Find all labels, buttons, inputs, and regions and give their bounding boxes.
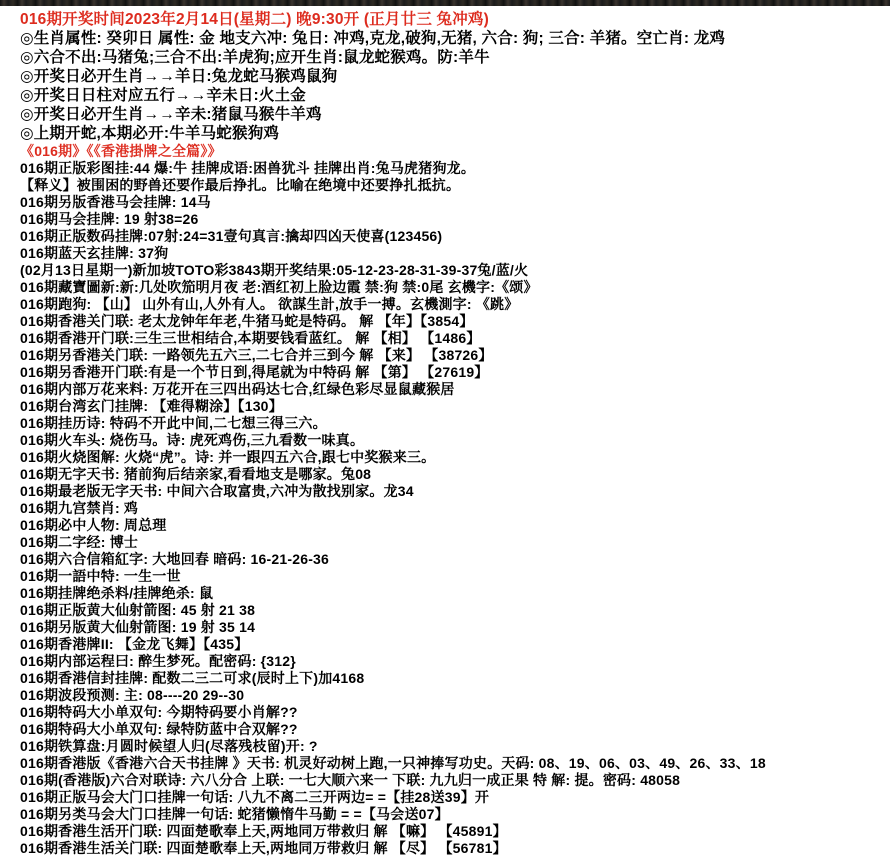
tips-line: 016期香港信封挂牌: 配数二三二可求(辰时上下)加4168 (20, 670, 365, 686)
tips-line: 【释义】被围困的野兽还要作最后挣扎。比喻在绝境中还要挣扎抵抗。 (20, 177, 461, 193)
tips-line: 016期香港牌II: 【金龙飞舞】【435】 (20, 636, 249, 652)
tips-line: 016期另版黄大仙射箭图: 19 射 35 14 (20, 619, 256, 635)
tips-line: 016期特码大小单双句: 绿特防蓝中合双解?? (20, 721, 298, 737)
tips-line: 016期香港生活关门联: 四面楚歌奉上天,两地同万带救归 解 【尽】 【56781】 (20, 840, 507, 856)
tips-line: 016期另香港开门联:有是一个节日到,得尾就为中特码 解 【第】 【27619】 (20, 364, 489, 380)
tips-line: 016期火车头: 烧伤马。诗: 虎死鸡伤,三九看数一味真。 (20, 432, 365, 448)
tips-line: 016期火烧图解: 火烧“虎”。诗: 并一跟四五六合,跟七中奖猴来三。 (20, 449, 436, 465)
tips-line: 016期藏寶圖新:新:几处吹笳明月夜 老:酒红初上脸边霞 禁:狗 禁:0尾 玄機字:《颂》 (20, 279, 538, 295)
section-title: 《016期》《《香港掛牌之全篇》》 (20, 143, 222, 159)
tips-line: 016期香港生活开门联: 四面楚歌奉上天,两地同万带救归 解 【嘛】 【45891】 (20, 823, 507, 839)
tips-line: 016期无字天书: 猪前狗后结亲家,看看地支是哪家。兔08 (20, 466, 372, 482)
tips-line: 016期挂历诗: 特码不开此中间,二七想三得三六。 (20, 415, 327, 431)
tips-line: 016期特码大小单双句: 今期特码要小肖解?? (20, 704, 298, 720)
tips-line: (02月13日星期一)新加坡TOTO彩3843期开奖结果:05-12-23-28-31-39-37兔/蓝/火 (20, 262, 529, 278)
tips-line: 016期挂牌绝杀料/挂牌绝杀: 鼠 (20, 585, 214, 601)
zodiac-line: ◎开奖日日柱对应五行→→辛未日:火土金 (20, 87, 306, 104)
zodiac-line: ◎上期开蛇,本期必开:牛羊马蛇猴狗鸡 (20, 125, 280, 142)
draw-time-heading: 016期开奖时间2023年2月14日(星期二) 晚9:30开 (正月廿三 兔冲鸡) (20, 11, 489, 28)
tips-line: 016期正版数码挂牌:07射:24=31壹句真言:擒却四凶天使喜(123456) (20, 228, 443, 244)
zodiac-attributes-block (20, 29, 890, 143)
tips-line: 016期跑狗: 【山】 山外有山,人外有人。 欲謀生計,放手一搏。玄機測字: 《跳》 (20, 296, 519, 312)
zodiac-line: ◎开奖日必开生肖→→羊日:兔龙蛇马猴鸡鼠狗 (20, 68, 338, 85)
tips-line: 016期马会挂牌: 19 射38=26 (20, 211, 199, 227)
page-content (0, 6, 890, 856)
tips-line: 016期必中人物: 周总理 (20, 517, 167, 533)
zodiac-line: ◎生肖属性: 癸卯日 属性: 金 地支六冲: 兔日: 冲鸡,克龙,破狗,无猪, 六合: 狗; 三合: 羊猪。空亡肖: 龙鸡 (20, 30, 726, 47)
tips-line: 016期台湾玄门挂牌: 【难得糊涂】【130】 (20, 398, 283, 414)
tips-line: 016期二字经: 博士 (20, 534, 139, 550)
tips-line: 016期波段预测: 主: 08----20 29--30 (20, 687, 245, 703)
tips-line: 016期另香港关门联: 一路领先五六三,二七合并三到今 解 【来】 【38726】 (20, 347, 493, 363)
tips-line: 016期另类马会大门口挂牌一句话: 蛇猪懒惰牛马勤 = =【马会送07】 (20, 806, 449, 822)
tips-line: 016期另版香港马会挂牌: 14马 (20, 194, 211, 210)
tips-line: 016期内部运程曰: 醉生梦死。配密码: {312} (20, 653, 296, 669)
tips-line: 016期香港开门联:三生三世相结合,本期要钱看蓝红。 解 【相】 【1486】 (20, 330, 481, 346)
tips-line: 016期正版黄大仙射箭图: 45 射 21 38 (20, 602, 256, 618)
tips-line: 016期正版马会大门口挂牌一句话: 八九不离二三开两边= =【挂28送39】开 (20, 789, 490, 805)
tips-line: 016期(香港版)六合对联诗: 六八分合 上联: 一七大顺六来一 下联: 九九归一成正果 特 解: 提。密码: 48058 (20, 772, 681, 788)
tips-line: 016期六合信箱紅字: 大地回春 暗码: 16-21-26-36 (20, 551, 330, 567)
tips-line: 016期九宫禁肖: 鸡 (20, 500, 139, 516)
tips-line: 016期铁算盘:月圆时候望人归(尽落残枝留)开: ? (20, 738, 318, 754)
tips-line: 016期香港关门联: 老太龙钟年年老,牛猪马蛇是特码。 解 【年】【3854】 (20, 313, 474, 329)
tips-line: 016期香港版《香港六合天书挂牌 》天书: 机灵好动树上跑,一只神捧写功史。天码: 08、19、06、03、49、26、33、18 (20, 755, 766, 771)
tips-line: 016期内部万花来料: 万花开在三四出码达七合,红绿色彩尽显鼠藏猴居 (20, 381, 455, 397)
tips-line: 016期正版彩图挂:44 爆:牛 挂牌成语:困兽犹斗 挂牌出肖:兔马虎猪狗龙。 (20, 160, 476, 176)
tips-line: 016期蓝天玄挂牌: 37狗 (20, 245, 169, 261)
zodiac-line: ◎六合不出:马猪兔;三合不出:羊虎狗;应开生肖:鼠龙蛇猴鸡。防:羊牛 (20, 49, 490, 66)
tips-line: 016期一語中特: 一生一世 (20, 568, 181, 584)
tips-line: 016期最老版无字天书: 中间六合取富贵,六冲为散找别家。龙34 (20, 483, 414, 499)
zodiac-line: ◎开奖日必开生肖→→辛未:猪鼠马猴牛羊鸡 (20, 106, 322, 123)
tips-list (20, 160, 890, 856)
